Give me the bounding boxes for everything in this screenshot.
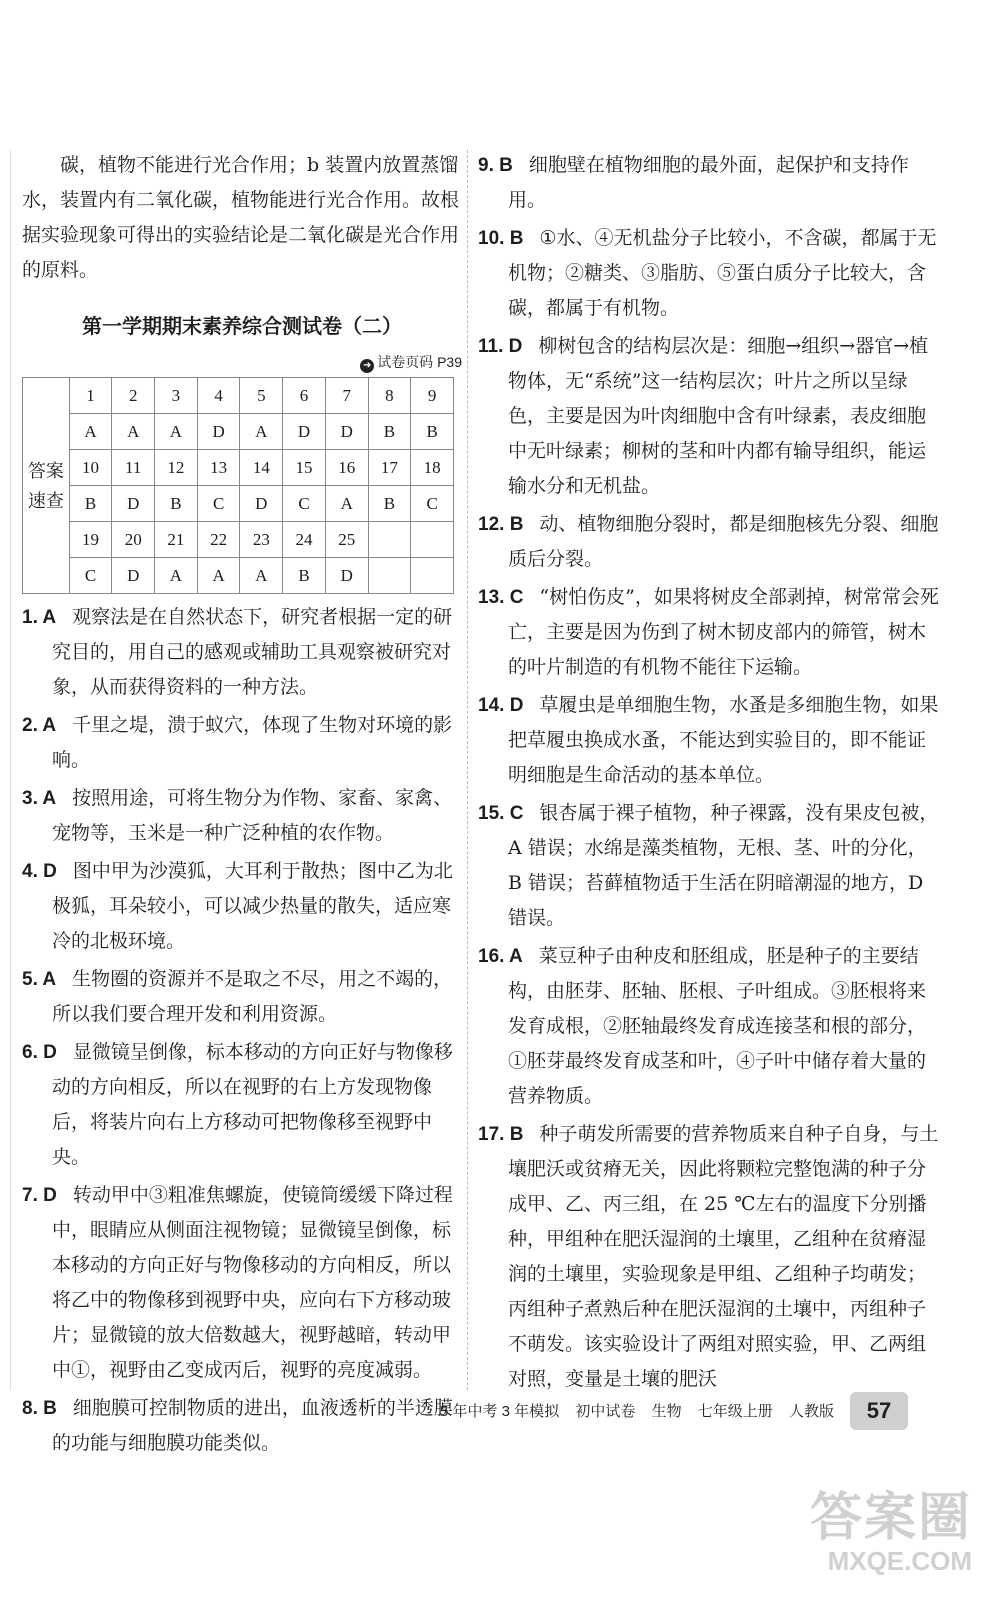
answer-item-number: 17. B — [478, 1124, 524, 1145]
answer-item-number: 7. D — [22, 1185, 57, 1206]
footer-edition: 人教版 — [788, 1403, 834, 1420]
answer-item-number: 1. A — [22, 607, 57, 628]
answer-cell: A — [197, 558, 240, 594]
answer-item — [22, 962, 462, 1032]
question-number-cell: 4 — [197, 378, 240, 414]
arrow-right-icon: ➜ — [360, 359, 374, 373]
left-margin-rule — [10, 150, 11, 1390]
answer-item — [22, 1035, 462, 1175]
answer-cell: D — [283, 414, 326, 450]
answer-item — [478, 939, 940, 1114]
question-number-cell: 19 — [69, 522, 112, 558]
answer-item-text: 柳树包含的结构层次是：细胞→组织→器官→植物体，无“系统”这一结构层次；叶片之所以呈绿色，主要是因为叶肉细胞中含有叶绿素，表皮细胞中无叶绿素；柳树的茎和叶内都有输导组织，能运输水分和无机盐。 — [508, 335, 929, 497]
answer-item-number: 10. B — [478, 228, 524, 249]
answer-item — [478, 148, 940, 218]
answer-item-text: 细胞壁在植物细胞的最外面，起保护和支持作用。 — [508, 154, 909, 211]
answer-cell: D — [197, 414, 240, 450]
answer-number-row — [23, 378, 454, 414]
answer-item — [22, 1178, 462, 1388]
answer-item-number: 2. A — [22, 715, 57, 736]
intro-paragraph: 碳，植物不能进行光合作用；b 装置内放置蒸馏水，装置内有二氧化碳，植物能进行光合作用。故根据实验现象可得出的实验结论是二氧化碳是光合作用的原料。 — [22, 154, 460, 281]
answer-item-text: 草履虫是单细胞生物，水蚤是多细胞生物，如果把草履虫换成水蚤，不能达到实验目的，即不能证明细胞是生命活动的基本单位。 — [508, 694, 939, 786]
answer-item-text: 种子萌发所需要的营养物质来自种子自身，与土壤肥沃或贫瘠无关，因此将颗粒完整饱满的种子分成甲、乙、丙三组，在 25 ℃左右的温度下分别播种，甲组种在肥沃湿润的土壤里，乙组种在贫瘠湿润的土壤里，实验现象是甲组、乙组种子均萌发；丙组种子煮熟后种在肥沃湿润的土壤中，丙组种子不萌发。该实验设计了两组对照实验，甲、乙两组对照，变量是土壤的肥沃 — [508, 1123, 939, 1390]
footer-subject: 生物 — [651, 1403, 682, 1420]
question-number-cell: 10 — [69, 450, 112, 486]
answer-item-text: 细胞膜可控制物质的进出，血液透析的半透膜的功能与细胞膜功能类似。 — [52, 1397, 453, 1454]
answer-item — [22, 854, 462, 959]
answer-item-text: 图中甲为沙漠狐，大耳利于散热；图中乙为北极狐，耳朵较小，可以减少热量的散失，适应寒冷的北极环境。 — [52, 860, 453, 952]
answer-cell: B — [283, 558, 326, 594]
question-number-cell: 9 — [411, 378, 454, 414]
answer-cell: B — [368, 486, 411, 522]
answer-cell: A — [240, 558, 283, 594]
question-number-cell — [368, 522, 411, 558]
answer-table-label: 答案速查 — [23, 378, 70, 594]
question-number-cell: 8 — [368, 378, 411, 414]
answer-item — [22, 600, 462, 705]
answer-cell: B — [411, 414, 454, 450]
answer-cell: D — [325, 558, 368, 594]
question-number-cell: 15 — [283, 450, 326, 486]
answer-number-row — [23, 522, 454, 558]
answer-cell: A — [112, 414, 155, 450]
answer-item — [22, 708, 462, 778]
answer-item-text: ①水、④无机盐分子比较小，不含碳，都属于无机物；②糖类、③脂肪、⑤蛋白质分子比较大，含碳，都属于有机物。 — [508, 227, 937, 319]
question-number-cell: 23 — [240, 522, 283, 558]
answer-item-number: 9. B — [478, 155, 513, 176]
answer-item — [478, 329, 940, 504]
answer-item-number: 5. A — [22, 969, 57, 990]
right-answer-list — [478, 148, 940, 1397]
answer-item-text: 观察法是在自然状态下，研究者根据一定的研究目的，用自己的感观或辅助工具观察被研究对象，从而获得资料的一种方法。 — [52, 606, 453, 698]
answer-cell: D — [240, 486, 283, 522]
section-title: 第一学期期末素养综合测试卷（二） — [82, 316, 402, 338]
question-number-cell: 11 — [112, 450, 155, 486]
page-number: 57 — [850, 1392, 908, 1430]
answer-item — [478, 796, 940, 936]
question-number-cell: 12 — [155, 450, 198, 486]
question-number-cell: 20 — [112, 522, 155, 558]
answer-item-text: “树怕伤皮”，如果将树皮全部剥掉，树常常会死亡，主要是因为伤到了树木韧皮部内的筛管，树木的叶片制造的有机物不能往下运输。 — [508, 586, 939, 678]
page-reference — [22, 351, 462, 373]
answer-item-text: 银杏属于裸子植物，种子裸露，没有果皮包被，A 错误；水绵是藻类植物，无根、茎、叶的分化，B 错误；苔藓植物适于生活在阴暗潮湿的地方，D 错误。 — [508, 802, 939, 929]
answer-item-text: 千里之堤，溃于蚁穴，体现了生物对环境的影响。 — [52, 714, 453, 771]
question-number-cell: 2 — [112, 378, 155, 414]
question-number-cell: 16 — [325, 450, 368, 486]
answer-item-number: 16. A — [478, 946, 523, 967]
right-column — [478, 148, 940, 1400]
column-divider — [467, 150, 468, 1390]
question-number-cell: 13 — [197, 450, 240, 486]
answer-item — [478, 1117, 940, 1397]
answer-cell: C — [411, 486, 454, 522]
question-number-cell: 1 — [69, 378, 112, 414]
answer-item — [22, 781, 462, 851]
watermark-url: MXQE.COM — [827, 1546, 973, 1576]
answer-item-number: 4. D — [22, 861, 57, 882]
answer-item-number: 13. C — [478, 587, 524, 608]
answer-cell: B — [155, 486, 198, 522]
left-answer-list — [22, 600, 462, 1461]
answer-item-text: 显微镜呈倒像，标本移动的方向正好与物像移动的方向相反，所以在视野的右上方发现物像后，将装片向右上方移动可把物像移至视野中央。 — [52, 1041, 453, 1168]
answer-cell: A — [240, 414, 283, 450]
question-number-cell: 18 — [411, 450, 454, 486]
answer-letter-row — [23, 486, 454, 522]
answer-item-text: 动、植物细胞分裂时，都是细胞核先分裂、细胞质后分裂。 — [508, 513, 939, 570]
answer-cell: A — [69, 414, 112, 450]
answer-item-number: 3. A — [22, 788, 57, 809]
question-number-cell: 7 — [325, 378, 368, 414]
answer-item-number: 15. C — [478, 803, 524, 824]
answer-item-number: 14. D — [478, 695, 524, 716]
question-number-cell: 25 — [325, 522, 368, 558]
question-number-cell: 14 — [240, 450, 283, 486]
question-number-cell: 21 — [155, 522, 198, 558]
footer-series: 5 年中考 3 年模拟 — [440, 1403, 560, 1420]
question-number-cell — [411, 522, 454, 558]
answer-number-row — [23, 450, 454, 486]
answer-item-text: 转动甲中③粗准焦螺旋，使镜筒缓缓下降过程中，眼睛应从侧面注视物镜；显微镜呈倒像，标本移动的方向正好与物像移动的方向相反，所以将乙中的物像移到视野中央，应向右下方移动玻片；显微镜的放大倍数越大，视野越暗，转动甲中①，视野由乙变成丙后，视野的亮度减弱。 — [52, 1184, 453, 1381]
answer-item — [478, 580, 940, 685]
answer-item-number: 12. B — [478, 514, 524, 535]
question-number-cell: 22 — [197, 522, 240, 558]
left-column — [22, 148, 462, 1464]
answer-item — [22, 1391, 462, 1461]
footer-type: 初中试卷 — [575, 1403, 636, 1420]
question-number-cell: 3 — [155, 378, 198, 414]
answer-letter-row — [23, 558, 454, 594]
answer-cell: C — [197, 486, 240, 522]
footer-grade: 七年级上册 — [697, 1403, 773, 1420]
answer-cell: C — [69, 558, 112, 594]
answer-cell: D — [112, 486, 155, 522]
answer-letter-row — [23, 414, 454, 450]
answer-cell: A — [155, 558, 198, 594]
answer-item-text: 按照用途，可将生物分为作物、家畜、家禽、宠物等，玉米是一种广泛种植的农作物。 — [52, 787, 453, 844]
answer-cell: A — [325, 486, 368, 522]
watermark — [810, 1490, 972, 1576]
answer-cell: A — [155, 414, 198, 450]
answer-cell: B — [368, 414, 411, 450]
answer-item-number: 11. D — [478, 336, 523, 357]
answer-item-text: 菜豆种子由种皮和胚组成，胚是种子的主要结构，由胚芽、胚轴、胚根、子叶组成。③胚根将来发育成根，②胚轴最终发育成连接茎和根的部分，①胚芽最终发育成茎和叶，④子叶中储存着大量的营养物质。 — [508, 945, 927, 1107]
page-reference-text: 试卷页码 P39 — [377, 354, 462, 370]
question-number-cell: 24 — [283, 522, 326, 558]
question-number-cell: 6 — [283, 378, 326, 414]
answer-item-number: 8. B — [22, 1398, 57, 1419]
answer-item-text: 生物圈的资源并不是取之不尽，用之不竭的，所以我们要合理开发和利用资源。 — [52, 968, 453, 1025]
answer-item — [478, 221, 940, 326]
question-number-cell: 5 — [240, 378, 283, 414]
answer-item — [478, 507, 940, 577]
answer-item — [478, 688, 940, 793]
answer-cell: C — [283, 486, 326, 522]
question-number-cell: 17 — [368, 450, 411, 486]
answer-cell — [411, 558, 454, 594]
answer-table — [22, 377, 454, 594]
answer-cell: D — [325, 414, 368, 450]
answer-item-number: 6. D — [22, 1042, 57, 1063]
answer-cell: B — [69, 486, 112, 522]
watermark-logo: 答案圈 — [810, 1489, 973, 1547]
answer-cell — [368, 558, 411, 594]
footer — [440, 1400, 870, 1421]
answer-cell: D — [112, 558, 155, 594]
